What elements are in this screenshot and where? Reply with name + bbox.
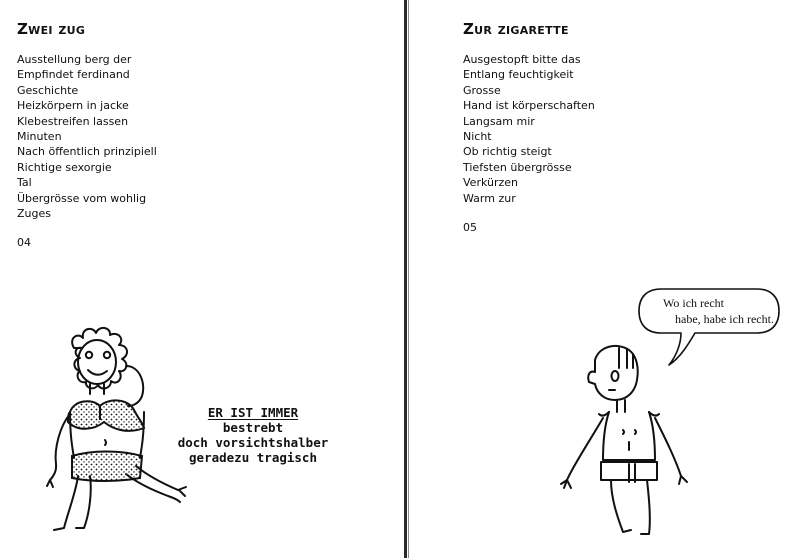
book-spine xyxy=(403,0,411,558)
spine-shadow xyxy=(408,0,409,558)
right-page-text-list xyxy=(463,52,595,206)
left-page-title: Zwei zug xyxy=(17,20,86,38)
caption-line: bestrebt xyxy=(222,420,284,435)
right-page-title: Zur zigarette xyxy=(463,20,569,38)
text-line: Übergrösse vom wohlig xyxy=(17,191,147,205)
speech-line: Wo ich recht xyxy=(663,296,725,310)
text-line: Verkürzen xyxy=(463,176,518,190)
speech-line: habe, habe ich recht. xyxy=(675,312,774,326)
text-line: Richtige sexorgie xyxy=(17,160,112,174)
text-line: Zuges xyxy=(17,207,51,221)
text-line: Ausstellung berg der xyxy=(17,53,132,66)
text-line: Entlang feuchtigkeit xyxy=(463,68,574,82)
text-line: Warm zur xyxy=(463,191,516,205)
spine-edge xyxy=(404,0,407,558)
text-line: Hand ist körperschaften xyxy=(463,99,595,113)
text-line: Empfindet ferdinand xyxy=(17,68,130,82)
right-page xyxy=(411,0,794,558)
text-line: Grosse xyxy=(463,83,501,97)
text-line: Ob richtig steigt xyxy=(463,145,552,159)
caption-line: doch vorsichtshalber xyxy=(177,435,329,450)
man-cartoon-illustration xyxy=(549,338,699,548)
right-page-number: 05 xyxy=(463,221,477,234)
left-page-text-list xyxy=(17,52,157,221)
text-line: Klebestreifen lassen xyxy=(17,114,129,128)
text-line: Nach öffentlich prinzipiell xyxy=(17,145,157,159)
left-page-number: 04 xyxy=(17,236,31,249)
text-line: Heizkörpern in jacke xyxy=(17,99,129,113)
text-line: Minuten xyxy=(17,130,62,144)
text-line: Tiefsten übergrösse xyxy=(463,160,572,174)
text-line: Langsam mir xyxy=(463,114,535,128)
caption-line: geradezu tragisch xyxy=(189,450,317,465)
speech-bubble-text xyxy=(659,295,789,327)
caption-heading: ER IST IMMER xyxy=(207,405,299,420)
text-line: Ausgestopft bitte das xyxy=(463,53,581,66)
text-line: Nicht xyxy=(463,130,492,144)
text-line: Geschichte xyxy=(17,83,79,97)
cartoon-caption xyxy=(173,405,333,465)
text-line: Tal xyxy=(17,176,32,190)
